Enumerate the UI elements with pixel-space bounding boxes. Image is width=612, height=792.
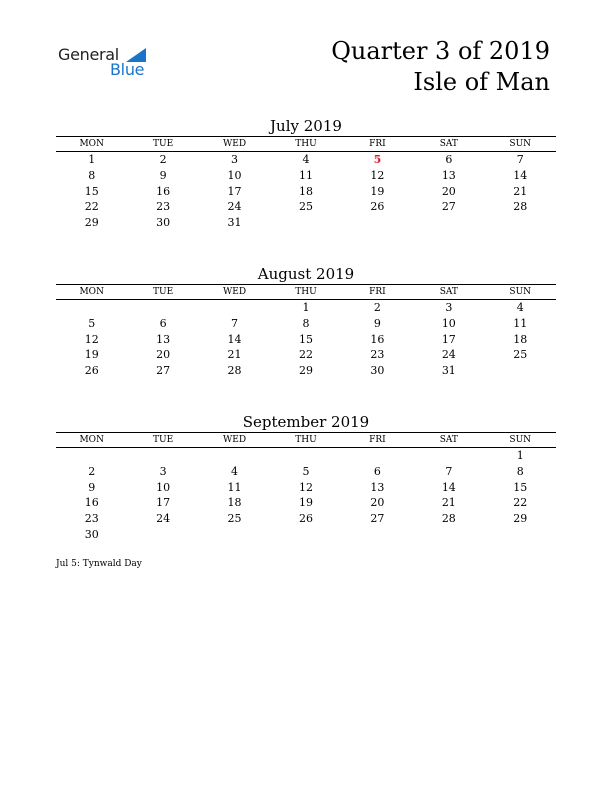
date-cell: 28 [441,512,456,526]
quarter-title: Quarter 3 of 2019 [331,37,550,65]
date-cell [270,448,341,464]
date-cell: 30 [156,216,171,230]
date-cell: 23 [156,200,171,214]
date-cell: 2 [159,153,167,166]
date-cell [270,527,341,543]
date-cell: 21 [513,184,528,198]
date-cell: 8 [302,316,310,330]
date-cell: 29 [84,216,99,230]
week-row [56,464,556,480]
weekday-header: MON [79,435,104,445]
date-cell: 27 [156,364,171,378]
date-cell: 3 [159,464,167,478]
date-cell: 4 [302,153,310,166]
date-cell: 10 [156,480,171,494]
weekday-header-row [56,432,556,448]
date-cell: 6 [159,316,167,330]
date-cell: 18 [513,332,528,346]
date-cell [127,300,198,316]
weekday-header: THU [295,139,317,149]
date-cell: 9 [373,316,381,330]
date-cell: 26 [370,200,385,214]
weekday-header: WED [223,287,247,297]
date-cell: 12 [84,332,99,346]
date-cell: 12 [370,168,385,182]
date-cell: 24 [441,348,456,362]
weekday-header: SAT [439,139,458,149]
date-cell [199,527,270,543]
date-cell: 17 [227,184,242,198]
date-cell: 31 [227,216,242,230]
date-cell [413,527,484,543]
month-title: July 2019 [270,117,342,135]
date-cell: 6 [445,153,453,166]
weekday-header: TUE [153,287,174,297]
date-cell: 12 [298,480,313,494]
week-row [56,495,556,511]
holiday-notes [56,559,142,569]
week-row [56,363,556,379]
date-cell [342,448,413,464]
date-cell: 16 [84,496,99,510]
date-cell: 11 [298,168,313,182]
week-row [56,215,556,231]
date-cell: 1 [516,449,524,462]
week-row [56,527,556,543]
date-cell: 23 [370,348,385,362]
date-cell: 25 [227,512,242,526]
date-cell: 20 [156,348,171,362]
month-calendar [56,117,556,231]
weekday-header: SUN [509,139,532,149]
date-cell: 13 [441,168,456,182]
weekday-header: FRI [369,287,386,297]
date-cell: 16 [156,184,171,198]
date-cell: 19 [84,348,99,362]
date-cell [127,527,198,543]
holiday-note: Jul 5: Tynwald Day [56,559,142,569]
date-cell: 7 [445,464,453,478]
date-cell: 26 [298,512,313,526]
date-cell [56,300,127,316]
date-cell [413,448,484,464]
date-cell: 17 [156,496,171,510]
week-row [56,448,556,464]
date-cell: 28 [513,200,528,214]
date-cell: 8 [516,464,524,478]
date-cell: 7 [231,316,239,330]
date-cell [485,215,556,231]
date-cell: 4 [516,301,524,314]
week-row [56,300,556,316]
date-cell: 5 [302,464,310,478]
week-row [56,332,556,348]
date-cell: 7 [516,153,524,166]
week-row [56,184,556,200]
date-cell [199,448,270,464]
date-cell: 19 [298,496,313,510]
date-cell: 2 [88,464,96,478]
date-cell: 25 [513,348,528,362]
month-calendar [56,413,556,543]
date-cell: 20 [441,184,456,198]
date-cell [270,215,341,231]
date-cell: 19 [370,184,385,198]
week-row [56,511,556,527]
month-title: August 2019 [257,265,355,283]
date-cell: 21 [227,348,242,362]
weekday-header: TUE [153,435,174,445]
date-cell: 30 [84,527,99,541]
weekday-header: FRI [369,435,386,445]
date-cell: 29 [513,512,528,526]
date-cell: 18 [227,496,242,510]
date-cell: 17 [441,332,456,346]
weekday-header-row [56,284,556,300]
week-row [56,152,556,168]
date-cell: 16 [370,332,385,346]
date-cell: 14 [441,480,456,494]
week-row [56,168,556,184]
date-cell: 13 [370,480,385,494]
weekday-header: FRI [369,139,386,149]
date-cell: 30 [370,364,385,378]
date-cell: 3 [231,153,239,166]
weekday-header: SAT [439,435,458,445]
date-cell [342,215,413,231]
date-cell: 27 [441,200,456,214]
logo-text-blue: Blue [110,60,145,79]
date-cell: 14 [227,332,242,346]
month-calendar [56,265,556,379]
weekday-header: THU [295,435,317,445]
date-cell: 25 [298,200,313,214]
date-cell: 2 [373,301,381,314]
date-cell [199,300,270,316]
date-cell [413,215,484,231]
weekday-header: SAT [439,287,458,297]
weekday-header-row [56,136,556,152]
date-cell: 29 [298,364,313,378]
date-cell [485,363,556,379]
date-cell: 20 [370,496,385,510]
date-cell [342,527,413,543]
date-cell: 24 [227,200,242,214]
weekday-header: SUN [509,287,532,297]
date-cell: 15 [84,184,99,198]
date-cell: 22 [84,200,99,214]
date-cell: 8 [88,168,96,182]
page-title [331,36,550,98]
date-cell: 15 [298,332,313,346]
date-cell: 15 [513,480,528,494]
date-cell: 22 [513,496,528,510]
date-cell: 18 [298,184,313,198]
date-cell: 31 [441,364,456,378]
date-cell [56,448,127,464]
week-row [56,347,556,363]
date-cell: 1 [88,153,96,166]
month-title: September 2019 [242,413,370,431]
weekday-header: THU [295,287,317,297]
week-row [56,480,556,496]
date-cell [485,527,556,543]
holiday-date-cell: 5 [373,153,382,166]
region-title: Isle of Man [413,68,550,96]
date-cell: 3 [445,301,453,314]
date-cell: 24 [156,512,171,526]
date-cell: 10 [441,316,456,330]
date-cell: 9 [88,480,96,494]
date-cell: 10 [227,168,242,182]
logo-text-general: General [58,45,119,64]
weekday-header: SUN [509,435,532,445]
weekday-header: MON [79,287,104,297]
weekday-header: WED [223,435,247,445]
date-cell: 13 [156,332,171,346]
date-cell: 27 [370,512,385,526]
week-row [56,199,556,215]
date-cell: 9 [159,168,167,182]
date-cell: 5 [88,316,96,330]
weekday-header: WED [223,139,247,149]
date-cell: 22 [298,348,313,362]
date-cell: 11 [227,480,242,494]
weekday-header: MON [79,139,104,149]
date-cell: 26 [84,364,99,378]
weekday-header: TUE [153,139,174,149]
date-cell: 28 [227,364,242,378]
date-cell [127,448,198,464]
date-cell: 23 [84,512,99,526]
date-cell: 4 [231,464,239,478]
date-cell: 6 [373,464,381,478]
date-cell: 1 [302,301,310,314]
date-cell: 11 [513,316,528,330]
date-cell: 21 [441,496,456,510]
date-cell: 14 [513,168,528,182]
logo [58,42,158,82]
week-row [56,316,556,332]
